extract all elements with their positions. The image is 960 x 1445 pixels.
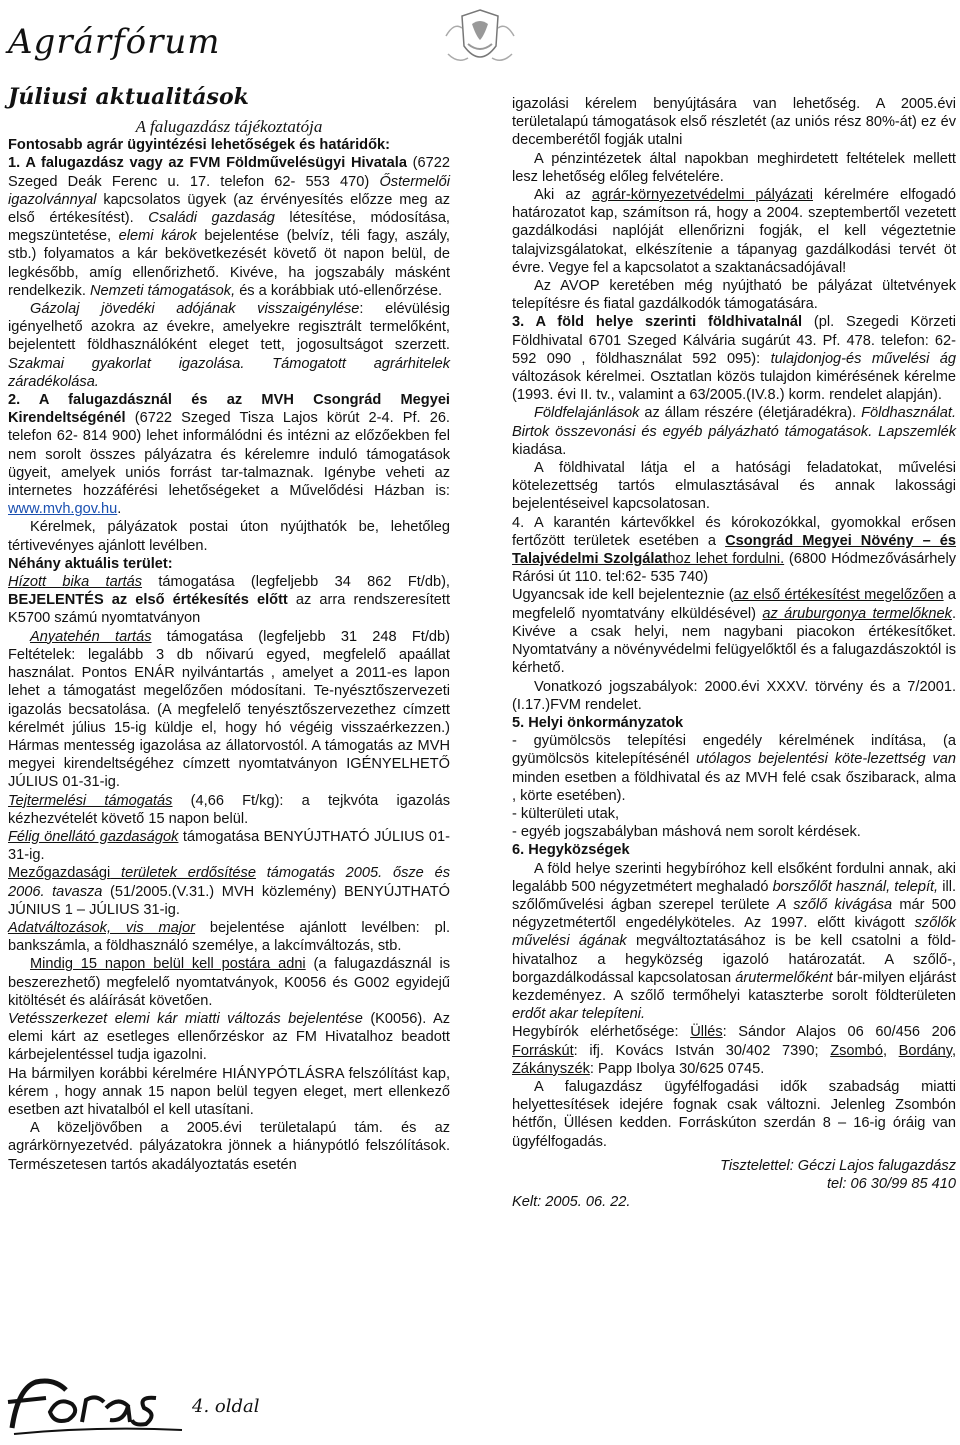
- article-subtitle: A falugazdász tájékoztatója: [135, 117, 323, 136]
- paragraph: - külterületi utak,: [512, 805, 620, 822]
- paragraph: Félig önellátó gazdaságok támogatása BENYÚJTHATÓ JÚLIUS 01-31-ig.: [8, 828, 450, 864]
- signature-block: [512, 1157, 956, 1212]
- paragraph: Vonatkozó jogszabályok: 2000.évi XXXV. törvény és a 7/2001.(I.17.)FVM rendelet.: [512, 678, 956, 713]
- paragraph: Mindig 15 napon belül kell postára adni (a falugazdásznál is beszerezhető) megfelelő nyomtatványok, K0056 és G002 egyidejű kitöltését és aláírását követően.: [8, 956, 450, 1009]
- page-number: 4. oldal: [192, 1396, 260, 1417]
- paragraph: Fontosabb agrár ügyintézési lehetőségek és határidők:: [8, 137, 390, 154]
- paragraph: Hízott bika tartás támogatása (legfeljebb 34 862 Ft/db), BEJELENTÉS az első értékesítés előtt az arra rendszeresített K5700 számú nyomtatványon: [8, 574, 450, 627]
- paragraph: A pénzintézetek által napokban meghirdetett feltételek mellett lesz lehetőség előleg felvételére.: [512, 150, 956, 185]
- masthead-title: Agrárfórum: [8, 22, 221, 62]
- paragraph: 1. A falugazdász vagy az FVM Földművelésügyi Hivatala (6722 Szeged Deák Ferenc u. 17. telefon 62- 553 470) Őstermelői igazolvánnyal kapcsolatos ügyek (az érvényesítés előzze meg az első értékesítést). Családi gazdaság létesítése, módosítása, megszüntetése, elemi károk bejelentése (belvíz, téli fagy, aszály, stb.) folyamatos a kár bekövetkezését követő öt napon belül, de legkésőbb, amíg ellenőrizhető. Kivéve, ha jogszabály másként rendelkezik. Nemzeti támogatások, és a korábbiak utó-ellenőrzése.: [8, 155, 451, 299]
- paragraph: A földhivatal látja el a hatósági feladatokat, művelési kötelezettség tartós elmulasztásával és annak lakossági bejelentéseivel kapcsolatosan.: [512, 460, 956, 513]
- coat-of-arms-icon: [438, 6, 522, 72]
- paragraph: 4. A karantén kártevőkkel és kórokozókkal, gyomokkal erősen fertőzött területek esetében a Csongrád Megyei Növény – és Talajvédelmi Szolgálathoz lehet fordulni. (6800 Hódmezővásárhely Rárósi út 110. tel:62- 535 740): [512, 514, 956, 586]
- paragraph: - egyéb jogszabályban máshová nem sorolt kérdések.: [512, 824, 861, 841]
- paragraph: Kérelmek, pályázatok postai úton nyújthatók be, lehetőleg tértivevényes ajánlott levélben.: [8, 519, 450, 554]
- document-date: Kelt: 2005. 06. 22.: [512, 1194, 631, 1211]
- paragraph: 3. A föld helye szerinti földhivatalnál (pl. Szegedi Körzeti Földhivatal 6701 Szeged Kálvária sugárút 43. Pf. 478. telefon: 62-592 090 , földhasználat 592 095): tulajdonjog-és művelési ág változások kérelmei. Osztatlan közös tulajdon kimérésének kérelme (1993. évi II. tv., valamint a 63/2005.(IV.8.) korm. rendelet alapján).: [512, 314, 956, 404]
- forras-logo-icon: [6, 1368, 186, 1438]
- paragraph: Az AVOP keretében még nyújtható be pályázat ültetvények telepítésre és fiatal gazdálkodók támogatására.: [512, 278, 956, 313]
- heading: 6. Hegyközségek: [512, 842, 630, 859]
- paragraph: 2. A falugazdásznál és az MVH Csongrád Megyei Kirendeltségénél (6722 Szeged Tisza Lajos körút 2-4. Pf. 26. telefon 62- 814 900) lehet informálódni és intézni az előzőekben fel nem sorolt összes pályázatra és kérelemre induló támogatások ügyeit, amelyek uniós forrást tar-talmaznak. Igénybe veheti az internetes hozzáférési lehetőségeket a Művelődési Házban is: www.mvh.gov.hu.: [8, 392, 450, 518]
- paragraph: Anyatehén tartás támogatása (legfeljebb 31 248 Ft/db) Feltételek: legalább 3 db nőivarú egyed, megfelelő apaállat használat. Pontos ENÁR nyilvántartás , amelyet a 2011-es lapon lehet a támogatást megelőzően módosítani. Te-nyésztőszervezeti igazolás becsatolása. (A megfelelő tenyésztőszervezethez címzett kérelmét július 15-ig küldje el, hogy hó végéig visszaérkezzen.) Hármas mentesség igazolása az állatorvostól. A támogatás az MVH megyei kirendeltségéhez címzett nyomtatványon IGÉNYELHETŐ JÚLIUS 01-31-ig.: [8, 628, 451, 791]
- paragraph: Adatváltozások, vis major bejelentése ajánlott levélben: pl. bankszámla, a földhasználó személye, a lakcímváltozás, stb.: [8, 919, 450, 955]
- paragraph: A föld helye szerinti hegybíróhoz kell elsőként fordulni annak, aki legalább 500 négyzetmétert meghaladó borszőlőt használ, telepít, ill. szőlőművelési ágban szerepel területe A szőlő kivágása már 500 négyzetmétertől engedélyköteles. Az 1997. előtt kivágott szőlők művelési ágának megváltoztatásához is be kell csatolni a föld-hivatalhoz a hegyközség igazoló határozatát. A szőlő-, borgazdálkodással kapcsolatosan árutermelőként bár-milyen eljárást kezdeményez. A szőlő termőhelyi kataszterbe sorolt földterületen erdőt akar telepíteni.: [512, 860, 957, 1023]
- paragraph: Ha bármilyen korábbi kérelmére HIÁNYPÓTLÁSRA felszólítást kap, kérem , hogy annak 15 napon belül tegyen eleget, mert ellenkező esetben azt hivatalból el kell utasítani.: [8, 1065, 450, 1118]
- paragraph: Mezőgazdasági területek erdősítése támogatás 2005. ősze és 2006. tavasza (51/2005.(V.31.) MVH közlemény) BENYÚJTHATÓ JÚNIUS 1 – JÚLIUS 31-ig.: [8, 865, 450, 918]
- paragraph: - gyümölcsös telepítési engedély kérelmének indítása, (a gyümölcsös kitelepítésénél utólagos bejelentési köte-lezettség van minden esetben a földhivatal és az MVH felé csak őszibarack, alma , körte esetében).: [512, 733, 956, 804]
- paragraph: Vetésszerkezet elemi kár miatti változás bejelentése (K0056). Az elemi kárt az esetleges ellenőrzéskor az FM Hivatalhoz beadott kárbejelentéssel tudja igazolni.: [8, 1010, 451, 1064]
- signature-phone: tel: 06 30/99 85 410: [826, 1175, 956, 1192]
- heading: 5. Helyi önkormányzatok: [512, 714, 684, 731]
- paragraph: Földfelajánlások az állam részére (életjáradékra). Földhasználat. Birtok összevonási és egyéb pályázható támogatások. Lapszemlék kiadása.: [512, 405, 956, 458]
- paragraph: Hegybírók elérhetősége: Üllés: Sándor Alajos 06 60/456 206 Forráskút: ifj. Kovács István 30/402 7390; Zsombó, Bordány, Zákányszék: Papp Ibolya 30/625 0745.: [512, 1024, 956, 1077]
- right-column: [512, 95, 956, 1211]
- paragraph: A falugazdász ügyfélfogadási idők szabadság miatti helyettesítések idejére fognak csak változni. Jelenleg Zsombón hétfőn, Üllésen kedden. Forráskúton szerdán 8 – 16-ig óráig van ügyfélfogadás.: [512, 1078, 956, 1150]
- left-column: [8, 118, 450, 1174]
- paragraph: Néhány aktuális terület:: [8, 555, 173, 572]
- paragraph: Ugyancsak ide kell bejelenteznie (az első értékesítést megelőzően a megfelelő nyomtatvány elküldésével) az áruburgonya termelőknek. Kivéve a csak helyi, nem nagybani piacokon értékesítőket. Nyomtatvány a növényvédelmi felügyelőktől és a falugazdászoktól is kérhető.: [512, 587, 956, 677]
- paragraph: igazolási kérelem benyújtására van lehetőség. A 2005.évi területalapú támogatások első részletét (az uniós rész 80%-át) ez év decemberétől fogják utalni: [512, 96, 956, 149]
- paragraph: A közeljövőben a 2005.évi területalapú tám. és az agrárkörnyezetvéd. pályázatokra jönnek a hiánypótló felszólítások. Természetesen tartós akadályoztatás esetén: [8, 1120, 450, 1173]
- paragraph: Tejtermelési támogatás (4,66 Ft/kg): a tejkvóta igazolás kézhezvételét követő 15 napon belül.: [8, 792, 451, 827]
- mvh-website-link[interactable]: www.mvh.gov.hu: [8, 501, 118, 518]
- paragraph: Aki az agrár-környezetvédelmi pályázati kérelmére elfogadó határozatot kap, számítson rá, hogy a 2004. szeptembertől vezetett gazdálkodási naplóját ellenőrizni fogják, el kell végeztetnie talajvizsgálatokat, elkészítenie a tápanyag gazdálkodási tervét öt évre. Vegye fel a kapcsolatot a szaktanácsadójával!: [512, 187, 956, 276]
- signature-name: Tisztelettel: Géczi Lajos falugazdász: [720, 1157, 956, 1174]
- section-title: Júliusi aktualitások: [8, 84, 249, 110]
- paragraph: Gázolaj jövedéki adójának visszaigénylése: elévülésig igényelhető azokra az évekre, amelyekre regisztrált termelőként, bejelentett földhasználóként eleget tett, jogosultságot szerzett. Szakmai gyakorlat igazolása. Támogatott agrárhitelek záradékolása.: [8, 301, 450, 390]
